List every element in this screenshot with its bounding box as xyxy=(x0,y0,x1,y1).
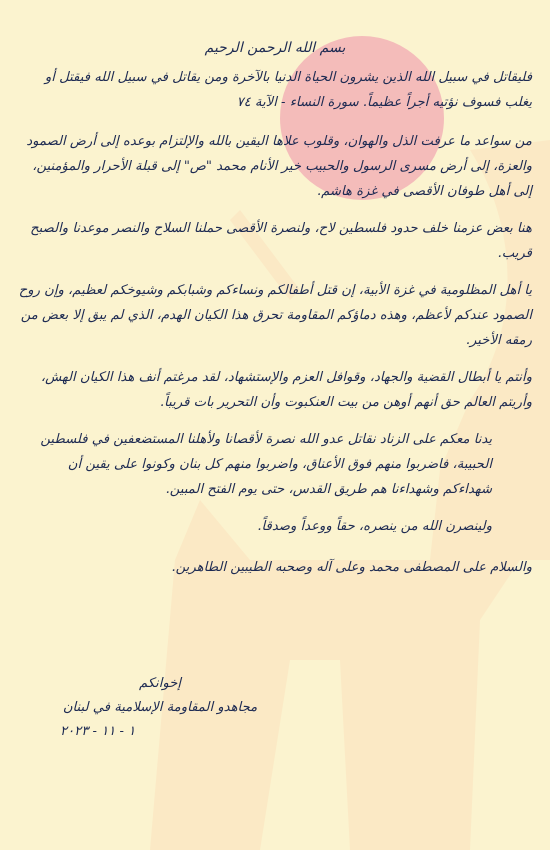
paragraph-6: ولينصرن الله من ينصره، حقاً ووعداً وصدقاً. xyxy=(257,519,492,534)
signature-block xyxy=(60,672,260,744)
signature-date: ١ - ١١ - ٢٠٢٣ xyxy=(60,724,136,739)
signature-greeting: إخوانكم xyxy=(138,676,182,691)
basmala: بسم الله الرحمن الرحيم xyxy=(204,40,346,56)
signature-org: مجاهدو المقاومة الإسلامية في لبنان xyxy=(62,700,258,715)
closing-line: والسلام على المصطفى محمد وعلى آله وصحبه الطيبين الطاهرين. xyxy=(171,560,532,575)
paragraph-5: يدنا معكم على الزناد نقاتل عدو الله نصرة لأقصانا ولأهلنا المستضعفين في فلسطين الحبيبة، فاضربوا منهم فوق الأعناق، واضربوا منهم كل بنان وكونوا على يقين أن شهداءكم وشهداءنا هم طريق القدس، حتى يوم الفتح المبين. xyxy=(40,432,492,497)
letter-body xyxy=(18,36,532,580)
paragraph-2: هنا بعض عزمنا خلف حدود فلسطين لاح، ولنصرة الأقصى حملنا السلاح والنصر موعدنا والصبح قريب. xyxy=(30,221,532,261)
paragraph-3: يا أهل المظلومية في غزة الأبية، إن قتل أطفالكم ونساءكم وشبابكم وشيوخكم لعظيم، وإن روح الصمود عندكم لأعظم، وهذه دماؤكم المقاومة تحرق هذا الكيان الهدم، الذي لم يبق إلا بعض من رمقه الأخير. xyxy=(18,283,532,348)
paragraph-1: من سواعد ما عرفت الذل والهوان، وقلوب علاها اليقين بالله والإلتزام بوعده إلى أرض الصمود والعزة، إلى أرض مسرى الرسول والحبيب خير الأنام محمد "ص" إلى قبلة الأحرار والمؤمنين، إلى أهل طوفان الأقصى في غزة هاشم. xyxy=(26,134,532,199)
quran-verse: فليقاتل في سبيل الله الذين يشرون الحياة الدنيا بالآخرة ومن يقاتل في سبيل الله فيقتل أو يغلب فسوف نؤتيه أجراً عظيماً. سورة النساء - الآية ٧٤ xyxy=(44,70,532,110)
paragraph-4: وأنتم يا أبطال القضية والجهاد، وقوافل العزم والإستشهاد، لقد مرغتم أنف هذا الكيان الهش، وأريتم العالم حق أنهم أوهن من بيت العنكبوت وأن التحرير بات قريباً. xyxy=(40,370,532,410)
